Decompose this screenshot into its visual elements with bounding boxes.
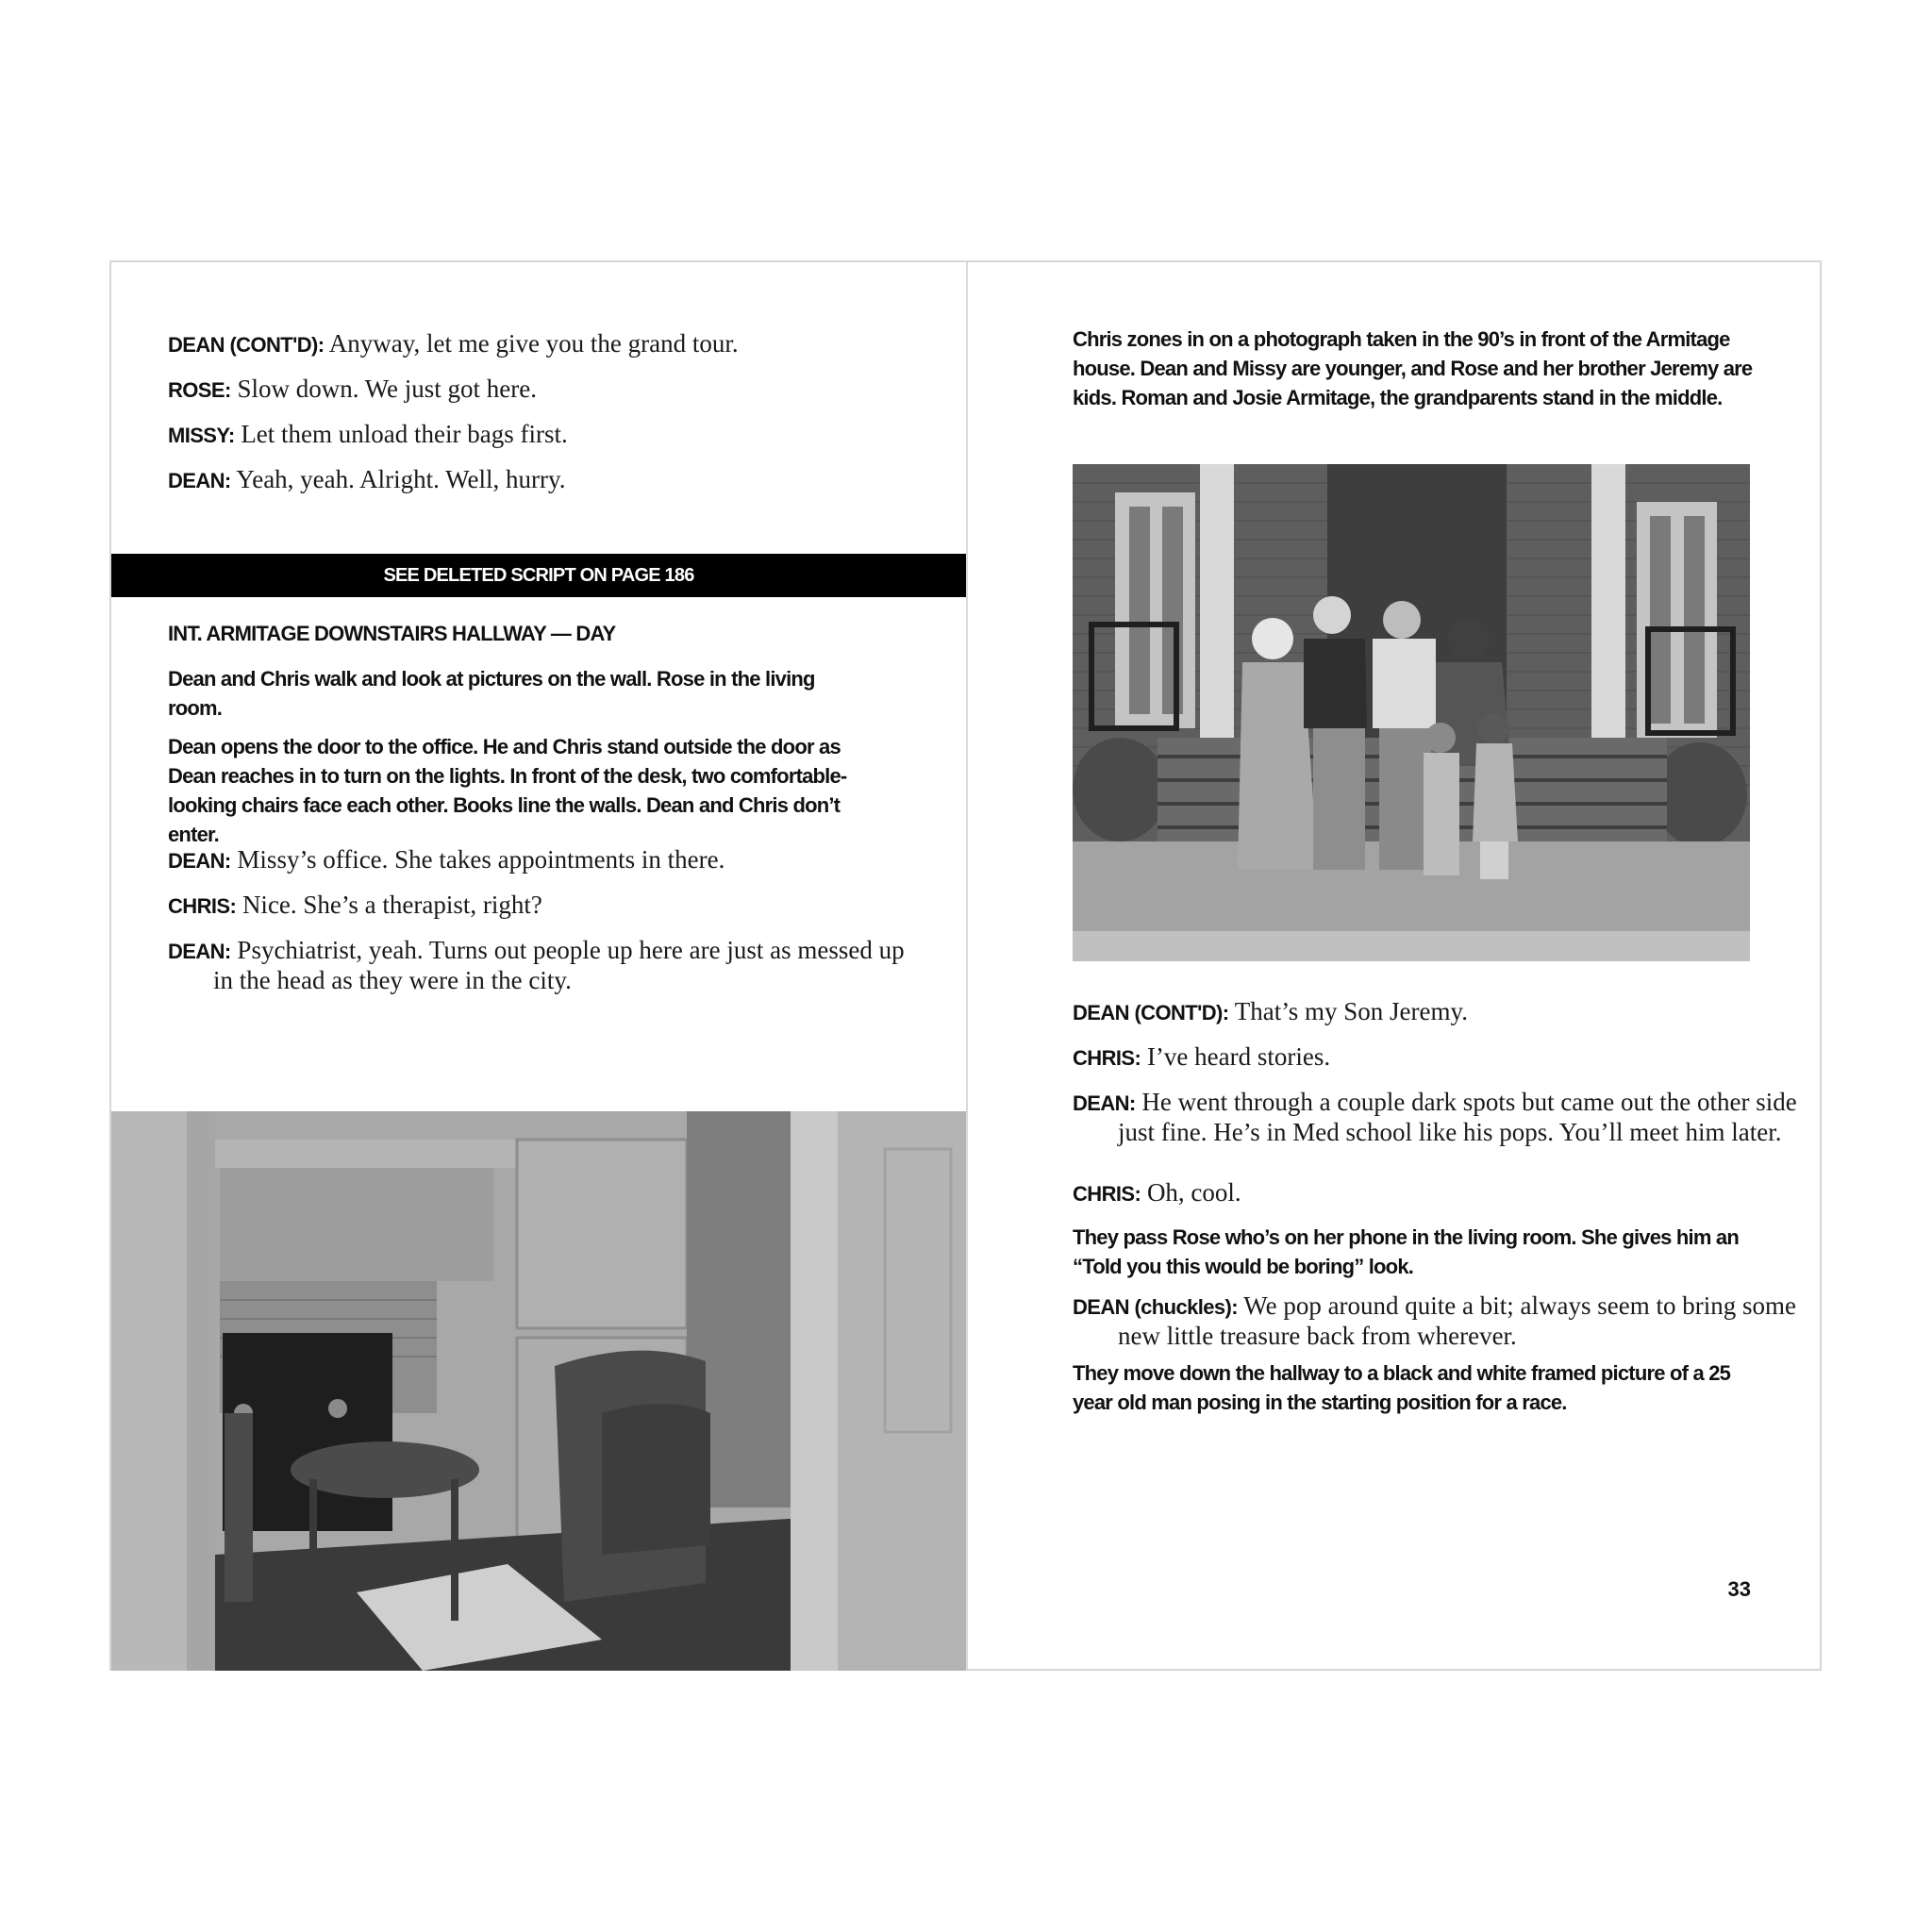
scene-heading: INT. ARMITAGE DOWNSTAIRS HALLWAY — DAY	[168, 622, 616, 645]
dialogue-line	[168, 420, 958, 450]
speaker-name: DEAN (CONT'D):	[168, 333, 325, 357]
dialogue-line	[1073, 997, 1816, 1027]
action-description: Dean and Chris walk and look at pictures on the wall. Rose in the living room.	[168, 667, 815, 720]
dialogue-line	[168, 891, 958, 921]
dialogue-text: Let them unload their bags first.	[241, 420, 568, 448]
action-description: Dean opens the door to the office. He and Chris stand outside the door as Dean reaches in to turn on the lights. In front of the desk, two comfortable-looking chairs face each other. Books line the walls. Dean and Chris don’t enter.	[168, 735, 847, 846]
speaker-name: DEAN:	[1073, 1091, 1136, 1115]
dialogue-line	[168, 936, 911, 995]
dialogue-text: Oh, cool.	[1146, 1178, 1241, 1207]
dialogue-text: Psychiatrist, yeah. Turns out people up here are just as messed up in the head as they were in the city.	[213, 936, 905, 994]
dialogue-text: Yeah, yeah. Alright. Well, hurry.	[236, 465, 566, 493]
dialogue-line	[168, 845, 958, 875]
dialogue-line	[168, 329, 958, 359]
dialogue-line	[1073, 1178, 1816, 1208]
dialogue-text: Nice. She’s a therapist, right?	[242, 891, 542, 919]
speaker-name: DEAN (chuckles):	[1073, 1295, 1238, 1319]
dialogue-text: Slow down. We just got here.	[237, 375, 537, 403]
speaker-name: DEAN (CONT'D):	[1073, 1001, 1229, 1024]
family-photo	[1073, 464, 1750, 961]
dialogue-text: Anyway, let me give you the grand tour.	[328, 329, 739, 358]
dialogue-text: Missy’s office. She takes appointments in there.	[237, 845, 725, 874]
speaker-name: DEAN:	[168, 940, 231, 963]
right-page	[968, 262, 1822, 1669]
left-page	[111, 262, 966, 1669]
page-number: 33	[1727, 1577, 1751, 1601]
action-description: Chris zones in on a photograph taken in the 90’s in front of the Armitage house. Dean and Missy are younger, and Rose and her brother Jeremy are kids. Roman and Josie Armitage, the grandparents stand in the middle.	[1073, 327, 1753, 409]
speaker-name: CHRIS:	[1073, 1182, 1141, 1206]
action-description: They pass Rose who’s on her phone in the living room. She gives him an “Told you this would be boring” look.	[1073, 1225, 1739, 1278]
speaker-name: CHRIS:	[1073, 1046, 1141, 1070]
dialogue-text: We pop around quite a bit; always seem to bring some new little treasure back from wherever.	[1118, 1291, 1796, 1350]
speaker-name: CHRIS:	[168, 894, 237, 918]
dialogue-line	[1073, 1291, 1807, 1351]
dialogue-text: I’ve heard stories.	[1146, 1042, 1331, 1071]
book-spread	[109, 260, 1822, 1671]
dialogue-line	[1073, 1088, 1807, 1147]
speaker-name: DEAN:	[168, 469, 231, 492]
dialogue-text: He went through a couple dark spots but came out the other side just fine. He’s in Med school like his pops. You’ll meet him later.	[1118, 1088, 1797, 1146]
speaker-name: DEAN:	[168, 849, 231, 873]
dialogue-line	[168, 375, 958, 405]
speaker-name: MISSY:	[168, 424, 235, 447]
speaker-name: ROSE:	[168, 378, 231, 402]
deleted-script-banner: SEE DELETED SCRIPT ON PAGE 186	[111, 554, 966, 597]
office-photo	[111, 1111, 966, 1671]
dialogue-line	[168, 465, 958, 495]
dialogue-line	[1073, 1042, 1816, 1073]
action-description: They move down the hallway to a black and white framed picture of a 25 year old man posing in the starting position for a race.	[1073, 1361, 1731, 1414]
dialogue-text: That’s my Son Jeremy.	[1234, 997, 1468, 1025]
